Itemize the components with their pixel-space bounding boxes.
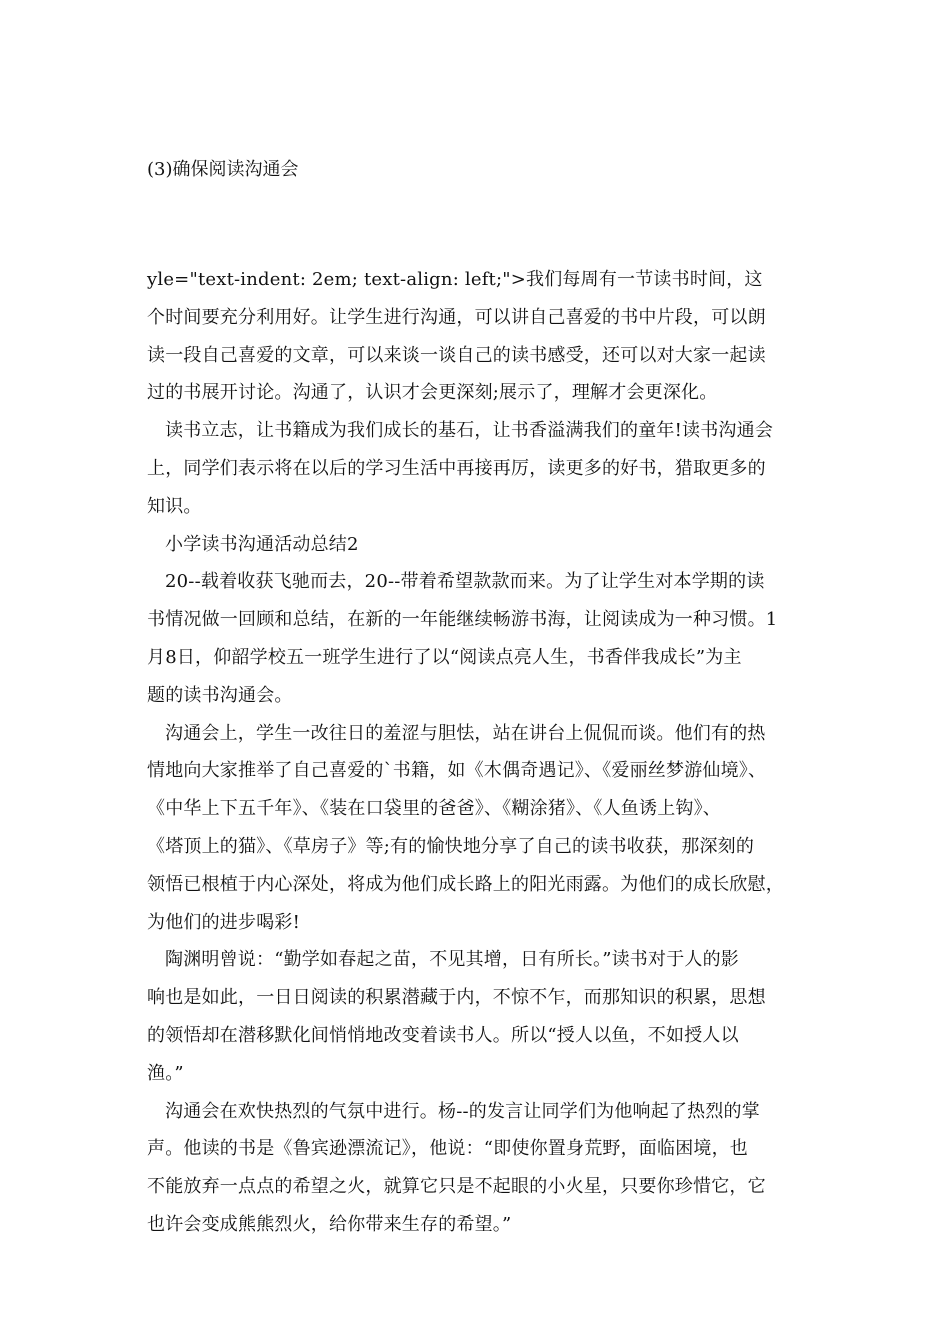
text-line: 情地向大家推举了自己喜爱的`书籍，如《木偶奇遇记》、《爱丽丝梦游仙境》、 bbox=[147, 760, 767, 782]
text-line: 读一段自己喜爱的文章，可以来谈一谈自己的读书感受，还可以对大家一起读 bbox=[147, 344, 766, 366]
section-heading: (3)确保阅读沟通会 bbox=[147, 159, 299, 180]
text-line: 小学读书沟通活动总结2 bbox=[165, 533, 359, 555]
text-line: 书情况做一回顾和总结，在新的一年能继续畅游书海，让阅读成为一种习惯。1 bbox=[147, 609, 778, 631]
text-line: 20--载着收获飞驰而去，20--带着希望款款而来。为了让学生对本学期的读 bbox=[165, 571, 765, 593]
text-line: 读书立志，让书籍成为我们成长的基石，让书香溢满我们的童年!读书沟通会 bbox=[165, 420, 774, 442]
text-line: 个时间要充分利用好。让学生进行沟通，可以讲自己喜爱的书中片段，可以朗 bbox=[147, 306, 766, 328]
text-line: 《中华上下五千年》、《装在口袋里的爸爸》、《糊涂猪》、《人鱼诱上钩》、 bbox=[147, 798, 721, 820]
text-line: 月8日，仰韶学校五一班学生进行了以“阅读点亮人生，书香伴我成长”为主 bbox=[147, 646, 742, 668]
text-line: 陶渊明曾说：“勤学如春起之苗，不见其增，日有所长。”读书对于人的影 bbox=[165, 949, 740, 971]
text-line: 沟通会上，学生一改往日的羞涩与胆怯，站在讲台上侃侃而谈。他们有的热 bbox=[165, 722, 766, 744]
text-line: 题的读书沟通会。 bbox=[147, 684, 293, 706]
text-line: 沟通会在欢快热烈的气氛中进行。杨--的发言让同学们为他响起了热烈的掌 bbox=[165, 1100, 760, 1122]
text-line: 《塔顶上的猫》、《草房子》等;有的愉快地分享了自己的读书收获，那深刻的 bbox=[147, 835, 755, 857]
text-line: 渔。” bbox=[147, 1062, 184, 1084]
text-line: 领悟已根植于内心深处，将成为他们成长路上的阳光雨露。为他们的成长欣慰， bbox=[147, 873, 784, 895]
text-line: 为他们的进步喝彩! bbox=[147, 911, 301, 933]
text-line: 也许会变成熊熊烈火，给你带来生存的希望。” bbox=[147, 1213, 512, 1235]
text-line: 过的书展开讨论。沟通了，认识才会更深刻;展示了，理解才会更深化。 bbox=[147, 382, 718, 404]
text-line: 知识。 bbox=[147, 495, 202, 517]
text-line: 不能放弃一点点的希望之火，就算它只是不起眼的小火星，只要你珍惜它，它 bbox=[147, 1176, 766, 1198]
text-line: 响也是如此，一日日阅读的积累潜藏于内，不惊不乍，而那知识的积累，思想 bbox=[147, 987, 766, 1009]
text-line: 声。他读的书是《鲁宾逊漂流记》，他说：“即使你置身荒野，面临困境，也 bbox=[147, 1138, 748, 1160]
body-text bbox=[147, 261, 827, 1244]
text-line: 上，同学们表示将在以后的学习生活中再接再厉，读更多的好书，猎取更多的 bbox=[147, 457, 766, 479]
text-line: yle="text-indent: 2em; text-align: left;">我们每周有一节读书时间，这 bbox=[147, 269, 763, 290]
text-line: 的领悟却在潜移默化间悄悄地改变着读书人。所以“授人以鱼，不如授人以 bbox=[147, 1024, 739, 1046]
